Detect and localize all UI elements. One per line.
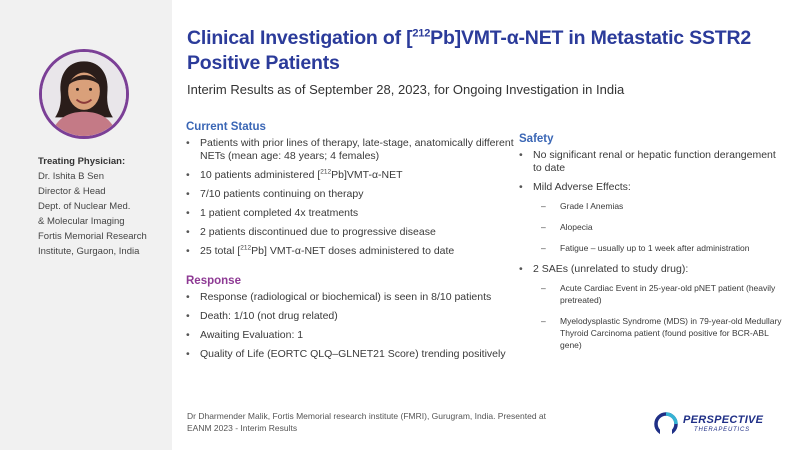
physician-line: & Molecular Imaging [38, 216, 125, 227]
mild-effects-list [533, 200, 784, 254]
list-item: • Quality of Life (EORTC QLQ–GLNET21 Score) trending positively [186, 348, 516, 361]
safety-heading: Safety [519, 133, 554, 145]
list-item: • Response (radiological or biochemical) is seen in 8/10 patients [186, 291, 516, 304]
footer-citation: Dr Dharmender Malik, Fortis Memorial research institute (FMRI), Gurugram, India. Presented at EANM 2023 - Interim Results [187, 411, 547, 433]
current-status-heading: Current Status [186, 121, 266, 133]
response-heading: Response [186, 275, 241, 287]
current-status-list [186, 137, 516, 258]
slide-title: Clinical Investigation of [$^{212}$Pb]VMT-α-NET in Metastatic SSTR2 Positive Patients [187, 27, 752, 74]
sub-list-item: – Myelodysplastic Syndrome (MDS) in 79-year-old Medullary Thyroid Carcinoma patient (found positive for BCR-ABL gene) [533, 315, 784, 351]
sub-list-item: – Acute Cardiac Event in 25-year-old pNET patient (heavily pretreated) [533, 282, 784, 306]
list-item: • 1 patient completed 4x treatments [186, 207, 516, 220]
list-item: • Death: 1/10 (not drug related) [186, 310, 516, 323]
list-item: • 2 SAEs (unrelated to study drug): – Acute Cardiac Event in 25-year-old pNET patient (heavily pretreated) – Myelodysplastic Syndrome (MDS) in 79-year-old Medullary Thyroid Carcinoma patient (found positive for BCR-ABL gene) [519, 263, 784, 351]
list-item: • 25 total [$^{212}$Pb] VMT-α-NET doses administered to date [186, 245, 516, 258]
logo-subtitle: THERAPEUTICS [694, 427, 750, 433]
safety-list [519, 149, 784, 351]
list-item: • Patients with prior lines of therapy, late-stage, anatomically different NETs (mean age: 48 years; 4 females) [186, 137, 516, 163]
sub-list-item: – Alopecia [533, 221, 784, 233]
physician-portrait-icon [42, 52, 126, 136]
physician-heading: Treating Physician: [38, 156, 126, 167]
sub-list-item: – Fatigue – usually up to 1 week after administration [533, 242, 784, 254]
physician-line: Director & Head [38, 186, 106, 197]
left-column [186, 121, 516, 367]
list-item: • 2 patients discontinued due to progressive disease [186, 226, 516, 239]
sae-list [533, 282, 784, 351]
logo-name: PERSPECTIVE [683, 414, 764, 426]
physician-line: Dept. of Nuclear Med. [38, 201, 131, 212]
physician-line: Institute, Gurgaon, India [38, 246, 140, 257]
sub-list-item: – Grade I Anemias [533, 200, 784, 212]
company-logo [654, 411, 774, 437]
response-list [186, 291, 516, 361]
physician-line: Fortis Memorial Research [38, 231, 147, 242]
list-item: • No significant renal or hepatic function derangement to date [519, 149, 784, 175]
list-item: • Mild Adverse Effects: – Grade I Anemias – Alopecia – Fatigue – usually up to 1 week after administration [519, 181, 784, 254]
physician-line: Dr. Ishita B Sen [38, 171, 105, 182]
perspective-logo-icon [654, 412, 678, 436]
right-column [519, 133, 784, 360]
list-item: • 10 patients administered [$^{212}$Pb]VMT-α-NET [186, 169, 516, 182]
list-item: • 7/10 patients continuing on therapy [186, 188, 516, 201]
speaker-sidebar [0, 0, 172, 450]
avatar [39, 49, 129, 139]
list-item: • Awaiting Evaluation: 1 [186, 329, 516, 342]
response-section [186, 275, 516, 361]
slide-subtitle: Interim Results as of September 28, 2023, for Ongoing Investigation in India [187, 82, 625, 97]
physician-info [38, 154, 170, 259]
